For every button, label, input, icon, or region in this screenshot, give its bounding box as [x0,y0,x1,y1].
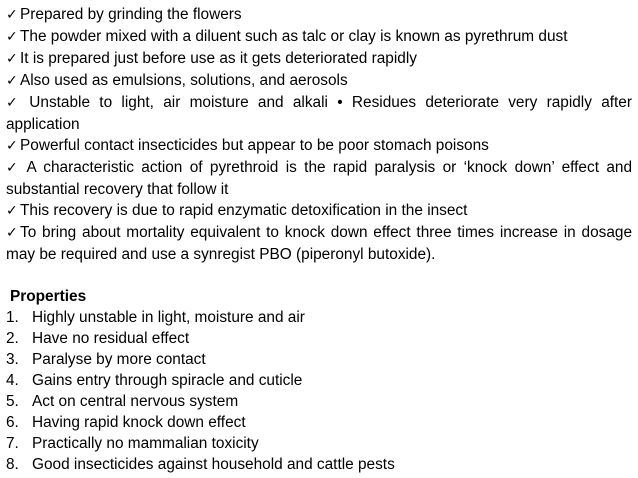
item-number: 2. [6,330,19,347]
checkmark-icon: ✓ [6,73,18,89]
properties-heading: Properties [10,288,87,305]
bullet-item [6,135,632,157]
item-text: Good insecticides against household and cattle pests [32,456,395,473]
numbered-item [6,412,632,433]
slide-content [6,4,632,475]
item-number: 5. [6,393,19,410]
numbered-item [6,454,632,475]
numbered-item [6,349,632,370]
bullet-text: A characteristic action of pyrethroid is the rapid paralysis or ‘knock down’ effect and substantial recovery that follow it [6,159,632,198]
bullet-item [6,200,632,222]
bullet-item [6,157,632,200]
bullet-item [6,26,632,48]
bullet-item [6,222,632,265]
numbered-item [6,391,632,412]
bullet-text: It is prepared just before use as it gets deteriorated rapidly [20,50,417,67]
checkmark-icon: ✓ [6,225,18,241]
numbered-item [6,370,632,391]
numbered-item [6,307,632,328]
bullet-item [6,48,632,70]
item-text: Act on central nervous system [32,393,239,410]
bullet-text: To bring about mortality equivalent to knock down effect three times increase in dosage may be required and use a synregist PBO (piperonyl butoxide). [6,224,632,263]
bullet-text: Also used as emulsions, solutions, and aerosols [20,72,348,89]
item-text: Have no residual effect [32,330,190,347]
bullet-text: Powerful contact insecticides but appear to be poor stomach poisons [20,137,489,154]
item-number: 3. [6,351,19,368]
checkmark-icon: ✓ [6,7,18,23]
item-text: Having rapid knock down effect [32,414,246,431]
numbered-item [6,433,632,454]
bullet-item [6,70,632,92]
item-number: 6. [6,414,19,431]
item-text: Gains entry through spiracle and cuticle [32,372,303,389]
item-text: Paralyse by more contact [32,351,206,368]
item-number: 7. [6,435,19,452]
item-text: Practically no mammalian toxicity [32,435,259,452]
bullet-item [6,4,632,26]
item-number: 8. [6,456,19,473]
section-spacer [6,265,632,286]
checkmark-icon: ✓ [6,203,18,219]
item-text: Highly unstable in light, moisture and air [32,309,305,326]
bullet-text: The powder mixed with a diluent such as talc or clay is known as pyrethrum dust [20,28,568,45]
numbered-item [6,328,632,349]
bullet-item [6,92,632,135]
checkmark-icon: ✓ [6,95,18,111]
bullet-text: Unstable to light, air moisture and alkali • Residues deteriorate very rapidly after application [6,94,632,133]
checkmark-icon: ✓ [6,29,18,45]
checkmark-icon: ✓ [6,138,18,154]
item-number: 1. [6,309,19,326]
item-number: 4. [6,372,19,389]
checkmark-icon: ✓ [6,160,18,176]
bullet-text: This recovery is due to rapid enzymatic detoxification in the insect [20,202,468,219]
checkmark-icon: ✓ [6,51,18,67]
bullet-text: Prepared by grinding the flowers [20,6,242,23]
